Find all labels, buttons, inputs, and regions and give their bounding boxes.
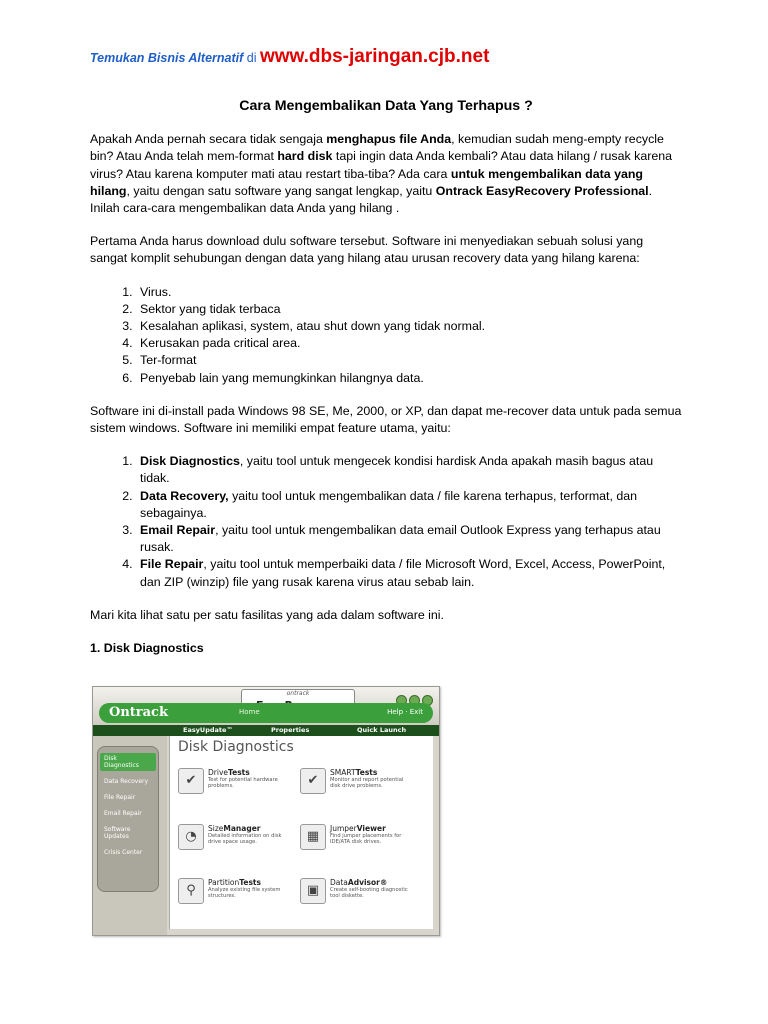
- list-item: 2. Sektor yang tidak terbaca: [136, 301, 682, 318]
- home-link[interactable]: Home: [239, 708, 260, 716]
- panel-title: Disk Diagnostics: [178, 739, 294, 755]
- list-item: 5. Ter-format: [136, 352, 682, 369]
- promo-di: di: [246, 51, 257, 65]
- feature-name: Data Recovery,: [140, 488, 229, 503]
- tool-description: Analyze existing file system structures.: [208, 887, 281, 899]
- tool-name-prefix: Data: [330, 878, 348, 887]
- jumper-viewer-icon: ▦: [300, 824, 326, 850]
- help-exit: Help · Exit: [387, 708, 423, 716]
- list-item: [136, 556, 682, 590]
- list-item: [136, 488, 682, 522]
- intro-bold-3: untuk mengembalikan data yang hilang: [90, 166, 644, 198]
- intro-paragraph: [90, 131, 682, 217]
- tool-name: [330, 768, 377, 777]
- tool-description: Create self-booting diagnostic tool diskette.: [330, 887, 408, 899]
- list-item: 6. Penyebab lain yang memungkinkan hilangnya data.: [136, 370, 682, 387]
- menu-easyupdate[interactable]: EasyUpdate™: [183, 726, 233, 734]
- intro-bold-4: Ontrack EasyRecovery Professional: [435, 183, 649, 198]
- download-paragraph: Pertama Anda harus download dulu software tersebut. Software ini menyediakan sebuah solusi yang sangat komplit sehubungan dengan data yang hilang atau urusan recovery data yang hilang karena:: [90, 234, 644, 266]
- feature-name: Email Repair: [140, 523, 216, 538]
- list-item: 3. Kesalahan aplikasi, system, atau shut down yang tidak normal.: [136, 318, 682, 335]
- document-title: Cara Mengembalikan Data Yang Terhapus ?: [239, 98, 533, 114]
- intro-text-1: Apakah Anda pernah secara tidak sengaja: [90, 132, 327, 147]
- tool-name-prefix: Size: [208, 824, 224, 833]
- menu-quick-launch[interactable]: Quick Launch: [357, 726, 407, 734]
- tool-data-advisor[interactable]: [300, 878, 410, 918]
- sidebar-item-disk-diagnostics[interactable]: Disk Diagnostics: [100, 753, 156, 771]
- drive-tests-icon: ✔: [178, 768, 204, 794]
- list-item: 1. Virus.: [136, 284, 682, 301]
- tool-name-bold: Tests: [355, 768, 378, 777]
- intro-bold-2: hard disk: [277, 149, 333, 164]
- tool-name-bold: Tests: [239, 878, 261, 887]
- tool-name: [208, 878, 261, 887]
- tool-partition-tests[interactable]: [178, 878, 288, 918]
- feature-name: File Repair: [140, 557, 204, 572]
- install-paragraph: Software ini di-install pada Windows 98 SE, Me, 2000, or XP, dan dapat me-recover data untuk pada semua sistem windows. Software ini memiliki empat feature utama, yaitu:: [90, 403, 682, 436]
- menu-properties[interactable]: Properties: [271, 726, 310, 734]
- promo-site-link[interactable]: www.dbs-jaringan.cjb.net: [259, 46, 490, 67]
- intro-text-2: , kemudian sudah meng-empty recycle bin? Atau Anda telah mem-format: [90, 132, 664, 164]
- sidebar-item-software-updates[interactable]: Software Updates: [104, 826, 131, 840]
- list-item: 4. Kerusakan pada critical area.: [136, 335, 682, 352]
- tool-name-bold: Viewer: [356, 824, 386, 833]
- exit-link[interactable]: Exit: [409, 708, 423, 716]
- promo-line: [90, 48, 682, 72]
- logo-small-text: ontrack: [286, 690, 310, 697]
- list-item: [136, 453, 682, 487]
- tool-description: Detailed information on disk drive space usage.: [208, 833, 282, 845]
- promo-tagline: Temukan Bisnis Alternatif: [90, 51, 244, 65]
- intro-text-4: , yaitu dengan satu software yang sangat lengkap, yaitu: [126, 183, 436, 198]
- easyrecovery-screenshot: [92, 686, 440, 936]
- tool-name-prefix: SMART: [330, 768, 356, 777]
- intro-facilities-paragraph: Mari kita lihat satu per satu fasilitas yang ada dalam software ini.: [90, 607, 444, 622]
- feature-desc: , yaitu tool untuk memperbaiki data / file Microsoft Word, Excel, Access, PowerPoint, dan ZIP (winzip) file yang rusak karena virus atau sebab lain.: [140, 557, 666, 589]
- sidebar-item-file-repair[interactable]: File Repair: [104, 794, 136, 801]
- partition-tests-icon: ⚲: [178, 878, 204, 904]
- tool-drive-tests[interactable]: [178, 768, 288, 808]
- tool-name: [330, 878, 387, 887]
- tool-description: Test for potential hardware problems.: [208, 777, 278, 789]
- feature-name: Disk Diagnostics: [140, 454, 240, 469]
- tool-name: [208, 768, 250, 777]
- app-header-bar: [99, 703, 433, 723]
- tool-description: Monitor and report potential disk drive problems.: [330, 777, 404, 789]
- sidebar-panel: [97, 746, 159, 892]
- data-advisor-icon: ▣: [300, 878, 326, 904]
- app-sidebar: [93, 736, 167, 935]
- size-manager-icon: ◔: [178, 824, 204, 850]
- sidebar-item-email-repair[interactable]: Email Repair: [104, 810, 142, 817]
- feature-desc: yaitu tool untuk mengembalikan data / file karena terhapus, terformat, dan sebagainya.: [140, 488, 638, 520]
- tool-name-prefix: Partition: [208, 878, 240, 887]
- section-heading: 1. Disk Diagnostics: [90, 641, 204, 656]
- sidebar-item-crisis-center[interactable]: Crisis Center: [104, 849, 143, 856]
- app-titlebar: [93, 687, 439, 725]
- smart-tests-icon: ✔: [300, 768, 326, 794]
- tool-name: [208, 824, 261, 833]
- tool-name-bold: Tests: [228, 768, 250, 777]
- help-link[interactable]: Help: [387, 708, 404, 716]
- sidebar-item-data-recovery[interactable]: Data Recovery: [104, 778, 149, 785]
- tool-name-prefix: Drive: [208, 768, 228, 777]
- tool-description: Find jumper placements for IDE/ATA disk drives.: [330, 833, 402, 845]
- features-list: [90, 453, 682, 591]
- intro-bold-1: menghapus file Anda: [326, 132, 452, 147]
- tool-name-prefix: Jumper: [330, 824, 357, 833]
- tool-name-bold: Advisor®: [347, 878, 388, 887]
- tool-name: [330, 824, 386, 833]
- tool-name-bold: Manager: [223, 824, 261, 833]
- feature-desc: , yaitu tool untuk mengecek kondisi hardisk Anda apakah masih bagus atau tidak.: [140, 454, 654, 486]
- app-main-panel: [169, 736, 433, 929]
- intro-text-3: tapi ingin data Anda kembali? Atau data hilang / rusak karena virus? Atau karena komputer mati atau restart tiba-tiba? Ada cara: [90, 149, 673, 181]
- causes-list: [90, 284, 682, 387]
- brand-logo: Ontrack: [109, 705, 168, 720]
- tool-size-manager[interactable]: [178, 824, 288, 864]
- intro-text-5: . Inilah cara-cara mengembalikan data Anda yang hilang .: [90, 183, 653, 216]
- app-menubar: [93, 725, 439, 736]
- document-page: [90, 48, 682, 669]
- tool-jumper-viewer[interactable]: [300, 824, 410, 864]
- list-item: [136, 522, 682, 556]
- tool-smart-tests[interactable]: [300, 768, 410, 808]
- feature-desc: , yaitu tool untuk mengembalikan data email Outlook Express yang terhapus atau rusak.: [140, 523, 661, 555]
